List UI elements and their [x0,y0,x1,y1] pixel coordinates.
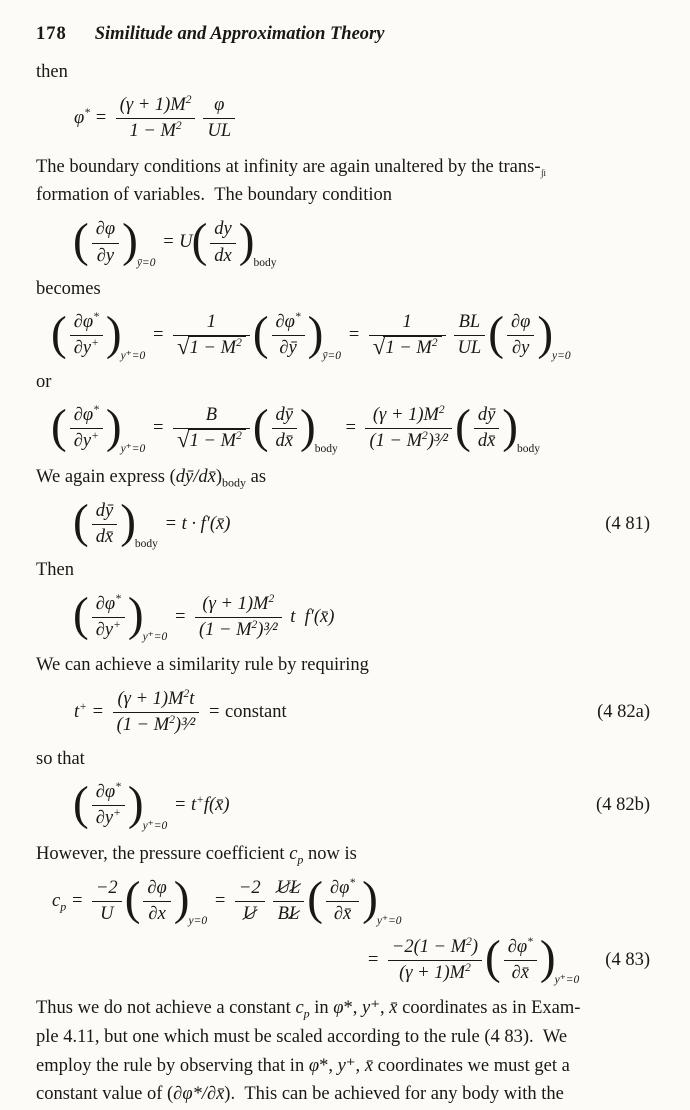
page-number: 178 [36,24,67,44]
equation-boundary-condition-body: ( $\frac{\partial\varphi}{\partial y}$ )$_{ȳ=0} = U$( $\frac{dy}{dx}$ )$_{body}$ [73,215,277,270]
text-then-2: Then [36,560,75,581]
text-so-that: so that [36,748,85,769]
equation-phi-star [74,93,650,145]
text-pressure-coefficient: However, the pressure coefficient $c_p$ now is [36,843,357,867]
page-header [36,24,650,45]
text-becomes: becomes [36,279,101,300]
paragraph-boundary-conditions: The boundary conditions at infinity are again unaltered by the trans-$_{ʃı}$ formation of variables. The boundary condition [36,156,546,206]
equation-4-82a [74,687,650,739]
text-similarity-rule: We can achieve a similarity rule by requiring [36,655,369,676]
equation-number-4-83: (4 83) [605,949,650,970]
equation-4-82b [73,777,650,832]
equation-or [51,400,650,455]
equation-number-4-82b: (4 82b) [596,795,650,816]
text-we-again-express: We again express $(dȳ/dx̄)_{body}$ as [36,466,267,490]
equation-phi-star-body: φ* = $\frac{(\gamma + 1)M^2}{1 - M^2}$ $\frac{\varphi}{UL}$ [74,95,650,143]
equation-4-81 [74,498,650,550]
equation-boundary-condition [74,217,650,269]
equation-4-81-body: ( $\frac{dȳ}{dx̄}$ )$_{body} = t$ · f′(x̄) [73,496,231,551]
equation-or-body: ( $\frac{\partial\varphi^*}{\partial y^+}$ )$_{y^+=0}$ = $\frac{B}{√1 - M^2}$ ( $\frac{dȳ}{dx̄}$ )$_{body}$ = $\frac{(\gamma + 1)M^2}{(1 - M^2)^3⁄^2}$ ( $\frac{dȳ}{dx̄}$ )$_{body}$ [51,400,540,455]
equation-4-83 [74,934,650,986]
running-title: Similitude and Approximation Theory [94,24,385,44]
equation-cp-line1 [52,875,650,927]
text-or: or [36,371,52,392]
equation-becomes [51,307,650,362]
equation-number-4-81: (4 81) [605,513,650,534]
equation-cp-line1-body: $c_p$ = $\frac{-2}{U}$ ( $\frac{\partial\varphi}{\partial x}$ )$_{y=0}$ = $\frac{-2}{U}$ $\frac{UL}{BL}$ ( $\frac{\partial\varphi^*}{\partial x̄}$ )$_{y^+=0}$ [52,873,402,928]
text-then: then [36,62,68,82]
equation-4-82b-body: ( $\frac{\partial\varphi^*}{\partial y^+}$ )$_{y^+=0}$ = t+f(x̄) [73,777,230,832]
equation-then-body: ( $\frac{\partial\varphi^*}{\partial y^+}$ )$_{y^+=0}$ = $\frac{(\gamma + 1)M^2}{(1 - M^2)^3⁄^2}$ t f′(x̄) [73,589,335,644]
equation-becomes-body: ( $\frac{\partial\varphi^*}{\partial y^+}$ )$_{y^+=0}$ = $\frac{1}{√1 - M^2}$ ( $\frac{\partial\varphi^*}{\partial ȳ}$ )$_{ȳ=0}$ = $\frac{1}{√1 - M^2}$ $\frac{BL}{UL}$ ( $\frac{\partial\varphi}{\partial y}$ )$_{y=0}$ [51,307,571,362]
equation-then [74,591,650,643]
paragraph-closing: Thus we do not achieve a constant $c_p$ in φ*, y⁺, x̄ coordinates as in Exam- ple 4.11, but one which must be scaled according to the rule (4 83). We employ the rule by observing that in φ*, y⁺, x̄ coordinates we must get a constant value of (∂φ*/∂x̄). This can be achieved for any body with the [36,998,581,1105]
equation-number-4-82a: (4 82a) [597,702,650,723]
equation-4-83-body: = $\frac{-2(1 - M^2)}{(\gamma + 1)M^2}$ ( $\frac{\partial\varphi^*}{\partial x̄}$ )$_{y^+=0}$ [366,932,580,987]
equation-4-82a-body: t+ = $\frac{(\gamma + 1)M^2t}{(1 - M^2)^3⁄^2}$ = constant [74,688,287,736]
